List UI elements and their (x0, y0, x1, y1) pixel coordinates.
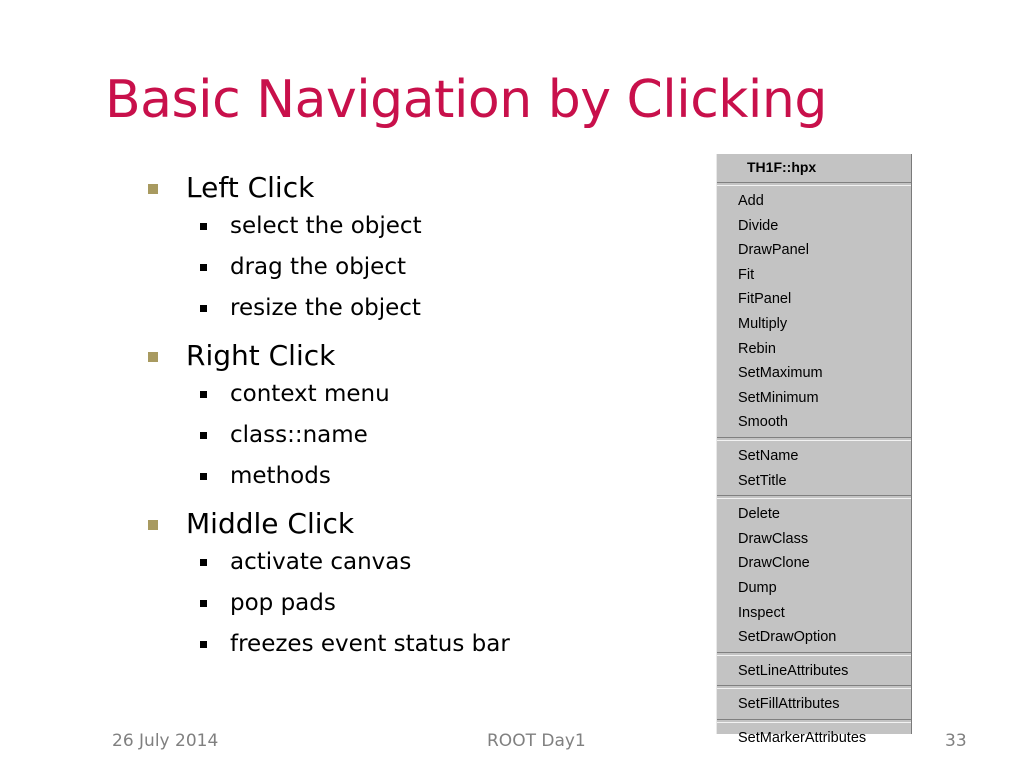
bullet-text: methods (230, 463, 331, 489)
menu-item-smooth[interactable]: Smooth (738, 414, 788, 431)
bullet-text: Middle Click (186, 507, 355, 540)
context-menu-title: TH1F::hpx (747, 159, 817, 175)
menu-separator (717, 719, 911, 723)
square-bullet-icon (200, 305, 207, 312)
bullet-text: freezes event status bar (230, 631, 510, 657)
bullet-text: Right Click (186, 339, 336, 372)
bullet-level2 (148, 583, 668, 624)
menu-item-dump[interactable]: Dump (738, 579, 777, 596)
page-number: 33 (945, 731, 967, 751)
bullet-text: resize the object (230, 295, 421, 321)
context-menu (716, 154, 912, 746)
slide-title: Basic Navigation by Clicking (105, 70, 827, 130)
menu-item-setminimum[interactable]: SetMinimum (738, 389, 819, 406)
menu-item-drawpanel[interactable]: DrawPanel (738, 242, 809, 259)
bullet-text: Left Click (186, 171, 315, 204)
menu-separator (717, 182, 911, 186)
bullet-group-left-click (148, 170, 668, 329)
bullet-text: pop pads (230, 590, 336, 616)
menu-item-fitpanel[interactable]: FitPanel (738, 291, 792, 308)
square-bullet-icon (148, 352, 158, 362)
menu-item-setlineattributes[interactable]: SetLineAttributes (738, 662, 849, 679)
square-bullet-icon (148, 520, 158, 530)
footer-title: ROOT Day1 (487, 731, 586, 751)
bullet-level2 (148, 206, 668, 247)
bullet-text: context menu (230, 381, 390, 407)
bullet-level1 (148, 338, 668, 374)
square-bullet-icon (200, 600, 207, 607)
menu-separator (717, 685, 911, 689)
menu-item-delete[interactable]: Delete (738, 506, 780, 523)
footer-date: 26 July 2014 (112, 731, 219, 751)
square-bullet-icon (200, 223, 207, 230)
menu-separator (717, 495, 911, 499)
bullet-level2 (148, 456, 668, 497)
bullet-level2 (148, 247, 668, 288)
bullet-level2 (148, 415, 668, 456)
bullet-level1 (148, 506, 668, 542)
menu-item-setfillattributes[interactable]: SetFillAttributes (738, 696, 840, 713)
bullet-text: drag the object (230, 254, 406, 280)
bullet-text: activate canvas (230, 549, 412, 575)
menu-item-divide[interactable]: Divide (738, 217, 779, 234)
square-bullet-icon (200, 473, 207, 480)
bullet-list (148, 170, 668, 674)
menu-item-rebin[interactable]: Rebin (738, 340, 776, 357)
menu-item-multiply[interactable]: Multiply (738, 315, 788, 332)
bullet-group-right-click (148, 338, 668, 497)
square-bullet-icon (200, 641, 207, 648)
square-bullet-icon (200, 264, 207, 271)
square-bullet-icon (200, 391, 207, 398)
bullet-level1 (148, 170, 668, 206)
bullet-level2 (148, 542, 668, 583)
bullet-level2 (148, 624, 668, 665)
bullet-level2 (148, 374, 668, 415)
menu-item-setmarkerattributes[interactable]: SetMarkerAttributes (738, 729, 867, 746)
menu-item-drawclone[interactable]: DrawClone (738, 555, 810, 572)
menu-item-drawclass[interactable]: DrawClass (738, 530, 809, 547)
bullet-group-middle-click (148, 506, 668, 665)
menu-item-fit[interactable]: Fit (738, 266, 755, 283)
menu-item-setmaximum[interactable]: SetMaximum (738, 365, 823, 382)
menu-item-inspect[interactable]: Inspect (738, 604, 785, 621)
menu-item-settitle[interactable]: SetTitle (738, 472, 787, 489)
bullet-level2 (148, 288, 668, 329)
square-bullet-icon (148, 184, 158, 194)
menu-item-setname[interactable]: SetName (738, 447, 799, 464)
square-bullet-icon (200, 559, 207, 566)
bullet-text: class::name (230, 422, 368, 448)
bullet-text: select the object (230, 213, 422, 239)
menu-item-setdrawoption[interactable]: SetDrawOption (738, 629, 837, 646)
menu-item-add[interactable]: Add (738, 193, 764, 209)
square-bullet-icon (200, 432, 207, 439)
menu-separator (717, 652, 911, 656)
menu-separator (717, 437, 911, 441)
